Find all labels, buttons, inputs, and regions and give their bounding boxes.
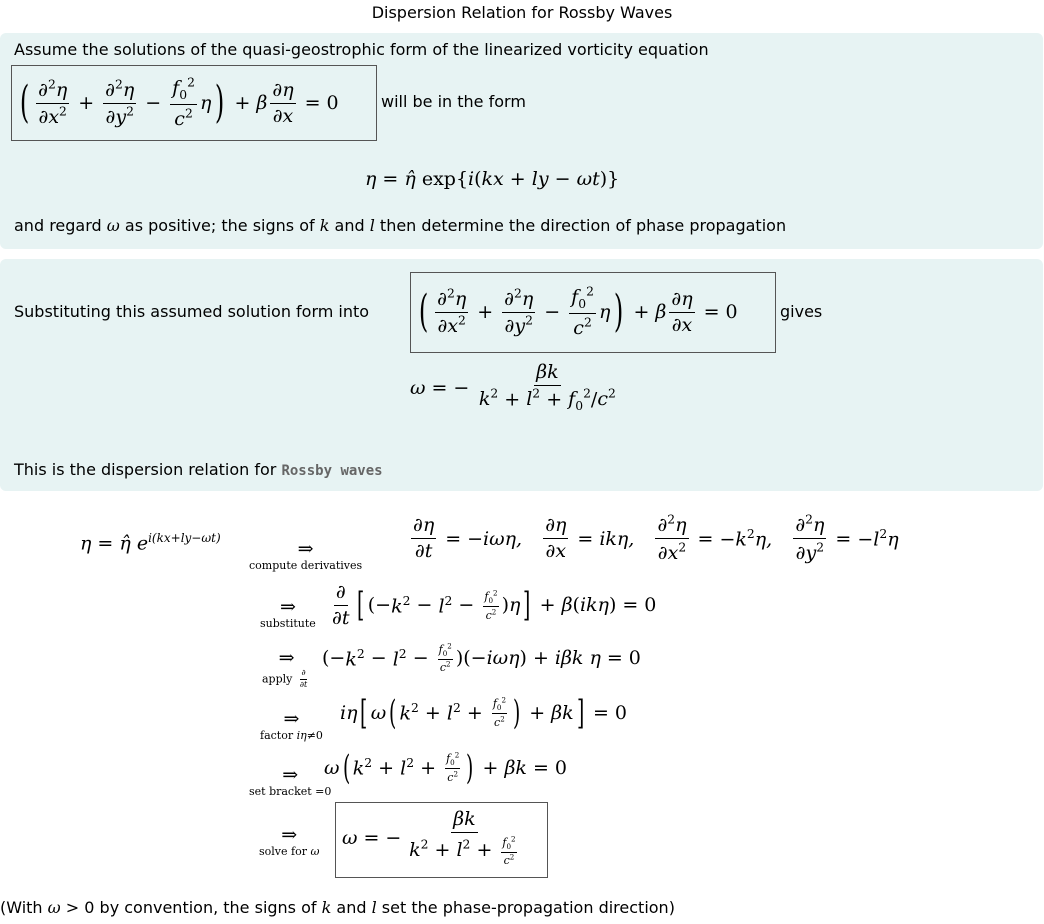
page-title: Dispersion Relation for Rossby Waves	[371, 3, 673, 22]
step-arrow-substitute: ⇒ substitute	[260, 596, 316, 630]
derivation-start: η = η̂ $e^{i(kx+ly-\omega t)}$	[80, 531, 221, 555]
step-arrow-set-bracket: ⇒ set bracket =0	[249, 764, 332, 798]
final-result-box: ω = − βk $k^2 + l^2$ + $\frac{f_0^2}{c^2}$	[335, 802, 548, 878]
step-expr-set-bracket: ω ( $k^2$ + $l^2$ + $\frac{f_0^2}{c^2}$ ) + βk = 0	[324, 748, 567, 788]
step-expr-substitute: $\frac{\partial}{\partial t}$ [ (− $k^2$ − $l^2$ − $\frac{f_0^2}{c^2}$ ) η ] + β ( ikη ) = 0	[332, 581, 657, 629]
step-expr-derivatives: $\frac{\partial\eta}{\partial t}$ = −iωη, $\frac{\partial\eta}{\partial x}$ = ikη, $\frac{\partial^2\eta}{\partial x^2}$ = $-k^2\eta$, $\frac{\partial^2\eta}{\partial y^2}$ = $-l^2\eta$	[413, 513, 899, 564]
substitution-intro: Substituting this assumed solution form into	[14, 302, 370, 321]
assumption-panel	[0, 33, 1043, 249]
rossby-waves-code: Rossby waves	[281, 463, 383, 479]
vorticity-equation-box: ( $\frac{\partial^2\eta}{\partial x^2}$ + $\frac{\partial^2\eta}{\partial y^2}$ − $\frac{f_0^2}{c^2}$ η ) + β $\frac{\partial\eta}{\partial x}$ = 0	[11, 65, 377, 141]
dispersion-note: This is the dispersion relation for Rossby waves	[14, 460, 383, 479]
step-arrow-solve: ⇒ solve for ω	[259, 824, 320, 858]
phase-note: and regard ω as positive; the signs of k and l then determine the direction of phase propagation	[14, 216, 787, 235]
substitution-equation-box: ( $\frac{\partial^2\eta}{\partial x^2}$ + $\frac{\partial^2\eta}{\partial y^2}$ − $\frac{f_0^2}{c^2}$ η ) + β $\frac{\partial\eta}{\partial x}$ = 0	[410, 272, 776, 353]
assumption-intro: Assume the solutions of the quasi-geostrophic form of the linearized vorticity equation	[14, 40, 709, 59]
step-arrow-apply: ⇒ apply $\frac{\partial}{\partial t}$	[262, 647, 308, 689]
footer-note: (With ω > 0 by convention, the signs of k and l set the phase-propagation direction)	[0, 898, 675, 917]
dispersion-result: ω = − $\frac{\beta k}{k^2 + l^2 + f_0^2/c^2}$	[410, 361, 616, 414]
step-arrow-factor: ⇒ factor iη≠0	[260, 708, 323, 742]
gives-text: gives	[780, 302, 823, 321]
step-expr-apply: (− $k^2$ − $l^2$ − $\frac{f_0^2}{c^2}$ )(− iωη ) + iβk η = 0	[322, 641, 641, 675]
substitution-panel	[0, 259, 1043, 491]
step-expr-factor: iη [ ω ( $k^2$ + $l^2$ + $\frac{f_0^2}{c^2}$ ) + βk ] = 0	[340, 693, 627, 733]
form-text: will be in the form	[381, 92, 526, 111]
step-arrow-compute-derivatives: ⇒ compute derivatives	[249, 538, 363, 572]
solution-form: η = η̂ exp{i(kx + ly − ωt)}	[365, 168, 620, 190]
